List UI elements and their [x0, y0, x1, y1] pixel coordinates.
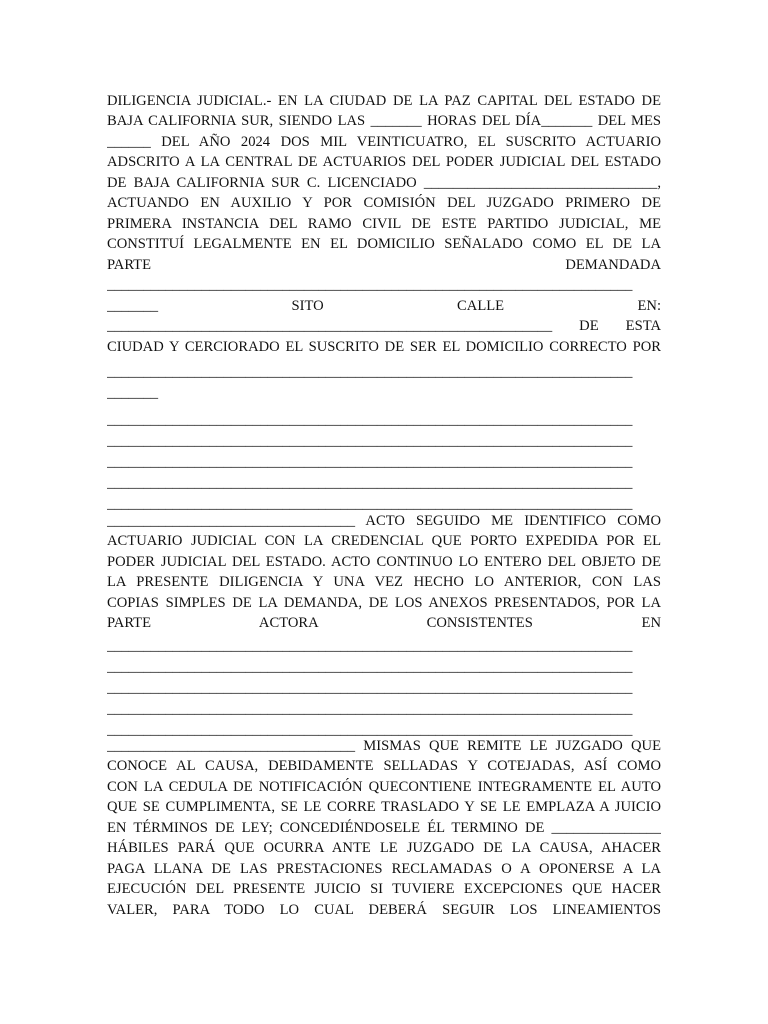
text-line: VALER, PARA TODO LO CUAL DEBERÁ SEGUIR LOS LINEAMIENTOS	[107, 902, 661, 918]
text-line: PARTE ACTORA CONSISTENTES EN	[107, 615, 661, 631]
blank-line: ________________________________________________________________________	[107, 475, 633, 491]
text-line: CONOCE AL CAUSA, DEBIDAMENTE SELLADAS Y COTEJADAS, ASÍ COMO	[107, 758, 661, 774]
text-line: QUE SE CUMPLIMENTA, SE LE CORRE TRASLADO Y SE LE EMPLAZA A JUICIO	[107, 799, 661, 815]
text-line: PAGA LLANA DE LAS PRESTACIONES RECLAMADAS O A OPONERSE A LA	[107, 861, 661, 877]
blank-line: ________________________________________________________________________	[107, 496, 633, 512]
blank-line: ________________________________________________________________________	[107, 277, 633, 293]
text-line: PARTE DEMANDADA	[107, 257, 661, 273]
text-line: CIUDAD Y CERCIORADO EL SUSCRITO DE SER EL DOMICILIO CORRECTO POR	[107, 339, 661, 355]
blank-line: ________________________________________________________________________	[107, 364, 633, 380]
text-line: PODER JUDICIAL DEL ESTADO. ACTO CONTINUO LO ENTERO DEL OBJETO DE	[107, 554, 661, 570]
text-line: EN TÉRMINOS DE LEY; CONCEDIÉNDOSELE ÉL TERMINO DE _______________	[107, 820, 661, 836]
blank-line: ________________________________________________________________________	[107, 454, 633, 470]
text-line: PRIMERA INSTANCIA DEL RAMO CIVIL DE ESTE PARTIDO JUDICIAL, ME	[107, 216, 661, 232]
text-line: LA PRESENTE DILIGENCIA Y UNA VEZ HECHO LO ANTERIOR, CON LAS	[107, 574, 661, 590]
text-line: CONSTITUÍ LEGALMENTE EN EL DOMICILIO SEÑALADO COMO EL DE LA	[107, 236, 661, 252]
text-line: ACTUANDO EN AUXILIO Y POR COMISIÓN DEL JUZGADO PRIMERO DE	[107, 195, 661, 211]
text-line: _______ SITO CALLE EN:	[107, 298, 661, 314]
blank-line: ________________________________________________________________________	[107, 412, 633, 428]
text-line: __________________________________ ACTO SEGUIDO ME IDENTIFICO COMO	[107, 513, 661, 529]
text-line: BAJA CALIFORNIA SUR, SIENDO LAS _______ HORAS DEL DÍA_______ DEL MES	[107, 113, 661, 129]
text-line: __________________________________ MISMAS QUE REMITE LE JUZGADO QUE	[107, 738, 661, 754]
text-line: ______ DEL AÑO 2024 DOS MIL VEINTICUATRO, EL SUSCRITO ACTUARIO	[107, 134, 661, 150]
text-line: HÁBILES PARÁ QUE OCURRA ANTE LE JUZGADO DE LA CAUSA, AHACER	[107, 840, 661, 856]
blank-line: ________________________________________________________________________	[107, 638, 633, 654]
text-line: DE BAJA CALIFORNIA SUR C. LICENCIADO ________________________________,	[107, 175, 661, 191]
blank-line: ________________________________________________________________________	[107, 722, 633, 738]
text-line: DILIGENCIA JUDICIAL.- EN LA CIUDAD DE LA PAZ CAPITAL DEL ESTADO DE	[107, 93, 661, 109]
text-line: CON LA CEDULA DE NOTIFICACIÓN QUECONTIENE INTEGRAMENTE EL AUTO	[107, 779, 661, 795]
text-line: COPIAS SIMPLES DE LA DEMANDA, DE LOS ANEXOS PRESENTADOS, POR LA	[107, 595, 661, 611]
blank-line: ________________________________________________________________________	[107, 433, 633, 449]
text-line: ACTUARIO JUDICIAL CON LA CREDENCIAL QUE PORTO EXPEDIDA POR EL	[107, 533, 661, 549]
blank-line: _______	[107, 385, 159, 401]
blank-line: ________________________________________________________________________	[107, 701, 633, 717]
text-line: EJECUCIÓN DEL PRESENTE JUICIO SI TUVIERE EXCEPCIONES QUE HACER	[107, 881, 661, 897]
blank-line: ________________________________________________________________________	[107, 680, 633, 696]
text-line: _____________________________________________________________ DE ESTA	[107, 318, 661, 334]
blank-line: ________________________________________________________________________	[107, 659, 633, 675]
text-line: ADSCRITO A LA CENTRAL DE ACTUARIOS DEL PODER JUDICIAL DEL ESTADO	[107, 154, 661, 170]
